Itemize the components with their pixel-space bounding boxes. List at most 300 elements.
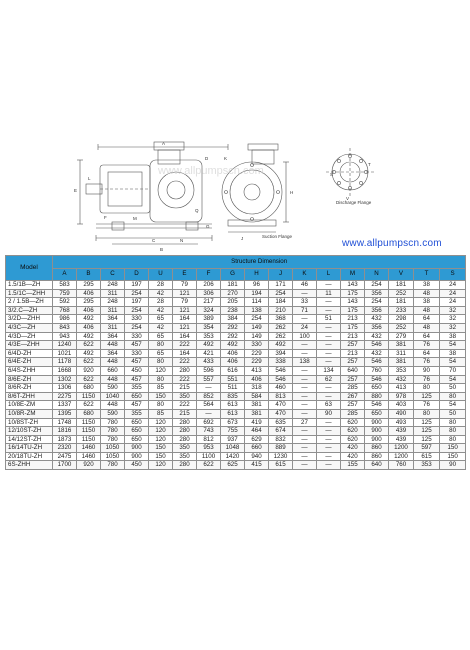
dimension-cell: 1395 (53, 409, 77, 418)
dimension-cell: 406 (221, 349, 245, 358)
dimension-cell: 32 (440, 306, 466, 315)
dimension-cell: 937 (221, 435, 245, 444)
dimension-cell: 1150 (77, 418, 101, 427)
dimension-cell: 368 (269, 315, 293, 324)
dimension-cell: 324 (197, 306, 221, 315)
dimension-cell: 125 (414, 435, 440, 444)
dimension-cell: 121 (173, 306, 197, 315)
dimension-cell: 318 (245, 384, 269, 393)
dimension-cell: 406 (77, 323, 101, 332)
dimension-cell: 280 (173, 418, 197, 427)
dimension-cell: 50 (440, 409, 466, 418)
dimension-cell: 650 (125, 418, 149, 427)
dimension-cell: — (317, 384, 341, 393)
column-header-e: E (173, 268, 197, 281)
dimension-cell: 432 (365, 349, 389, 358)
dimension-cell: 80 (149, 358, 173, 367)
dimension-cell: 70 (440, 366, 466, 375)
dimension-cell: 206 (197, 281, 221, 290)
dimension-cell: 85 (149, 384, 173, 393)
dimension-cell: 692 (197, 418, 221, 427)
dimension-cell: 229 (245, 349, 269, 358)
dimension-cell: 38 (414, 281, 440, 290)
table-row (6, 289, 466, 298)
model-cell: 6/4S-ZHH (6, 366, 53, 375)
dimension-cell: 76 (414, 401, 440, 410)
dimension-cell: 63 (317, 401, 341, 410)
dimension-cell: — (293, 401, 317, 410)
dimension-cell: 1816 (53, 427, 77, 436)
model-cell: 2 / 1.5B—ZH (6, 298, 53, 307)
dimension-cell: 768 (53, 306, 77, 315)
dimension-cell: — (317, 281, 341, 290)
dimension-cell: 215 (173, 384, 197, 393)
dimension-cell: 356 (365, 306, 389, 315)
dimension-cell: 394 (269, 349, 293, 358)
dimension-cell: 457 (125, 341, 149, 350)
table-row (6, 418, 466, 427)
dimension-cell: — (293, 289, 317, 298)
dimension-cell: — (317, 323, 341, 332)
dimension-cell: 150 (149, 444, 173, 453)
dim-label-q: Q (195, 208, 199, 213)
dimension-cell: 295 (77, 281, 101, 290)
dimension-cell: 597 (414, 444, 440, 453)
dim-label-n: N (180, 238, 184, 243)
dimension-cell: 1460 (77, 444, 101, 453)
dimension-cell: 613 (221, 409, 245, 418)
dimension-cell: 267 (341, 392, 365, 401)
dimension-cell: 832 (269, 435, 293, 444)
dimension-cell: 650 (125, 427, 149, 436)
dimension-cell: 439 (389, 435, 414, 444)
dimension-cell: 1306 (53, 384, 77, 393)
dimension-cell: 85 (149, 409, 173, 418)
pump-dimension-drawing (0, 120, 470, 255)
dimension-cell: — (293, 341, 317, 350)
dimension-cell: 248 (101, 298, 125, 307)
dimension-cell: — (317, 358, 341, 367)
dimension-cell: — (293, 427, 317, 436)
dimension-cell: 65 (149, 349, 173, 358)
dimension-cell: 943 (53, 332, 77, 341)
dimension-cell: 330 (125, 332, 149, 341)
dimension-cell: 450 (125, 366, 149, 375)
table-row (6, 435, 466, 444)
dimension-cell: 464 (245, 427, 269, 436)
column-header-c: C (101, 268, 125, 281)
column-header-d: D (125, 268, 149, 281)
dimension-cell: 222 (173, 358, 197, 367)
dimension-cell: 76 (414, 375, 440, 384)
dimension-cell: 120 (149, 427, 173, 436)
column-header-m: M (341, 268, 365, 281)
dimension-cell: 149 (245, 332, 269, 341)
dimension-cell: 353 (197, 332, 221, 341)
dimension-cell: 546 (365, 341, 389, 350)
dimension-cell: 222 (173, 341, 197, 350)
dimension-cell: 650 (365, 409, 389, 418)
dimension-cell: 880 (365, 392, 389, 401)
dimension-cell: — (293, 435, 317, 444)
dimension-cell: 546 (365, 375, 389, 384)
dimension-cell: 213 (341, 349, 365, 358)
dimension-cell: 381 (245, 401, 269, 410)
dimension-cell: 222 (173, 375, 197, 384)
dim-label-j: J (241, 236, 244, 241)
dimension-cell: 812 (197, 435, 221, 444)
dimension-cell: 80 (440, 392, 466, 401)
dimension-cell: 596 (197, 366, 221, 375)
dimension-cell: 546 (269, 375, 293, 384)
dimension-cell: 120 (149, 366, 173, 375)
dimension-cell: 350 (173, 452, 197, 461)
dimension-cell: 280 (173, 366, 197, 375)
table-row (6, 298, 466, 307)
dimension-cell: 432 (365, 332, 389, 341)
dimension-cell: 2475 (53, 452, 77, 461)
dimension-cell: 181 (389, 281, 414, 290)
dimension-cell: 511 (221, 384, 245, 393)
dimension-cell: 439 (389, 427, 414, 436)
dimension-cell: 2275 (53, 392, 77, 401)
dimension-cell: 79 (173, 281, 197, 290)
dimension-cell: 470 (269, 401, 293, 410)
dimension-cell: 900 (365, 427, 389, 436)
dimension-cell: 470 (269, 409, 293, 418)
dimension-cell: 143 (341, 298, 365, 307)
dimension-cell: 76 (414, 358, 440, 367)
column-header-v: V (389, 268, 414, 281)
dimension-cell: 80 (440, 418, 466, 427)
dimension-cell: 181 (389, 298, 414, 307)
dimension-cell: 257 (341, 358, 365, 367)
dimension-cell: 1200 (389, 452, 414, 461)
dimension-cell: 80 (149, 401, 173, 410)
dimension-cell: 900 (365, 418, 389, 427)
dimension-cell: 622 (77, 358, 101, 367)
column-header-j: J (269, 268, 293, 281)
dimension-cell: 1150 (77, 435, 101, 444)
dimension-cell: 356 (365, 289, 389, 298)
dimension-cell: 350 (173, 392, 197, 401)
dimension-cell: — (317, 298, 341, 307)
dimension-cell: 150 (149, 392, 173, 401)
dimension-cell: 406 (77, 306, 101, 315)
column-header-g: G (221, 268, 245, 281)
dimension-cell: 164 (173, 332, 197, 341)
model-cell: 12/10ST-ZH (6, 427, 53, 436)
dimension-cell: 238 (221, 306, 245, 315)
dimension-cell: 356 (365, 323, 389, 332)
dimension-cell: 80 (440, 435, 466, 444)
dimension-cell: 254 (125, 323, 149, 332)
dimension-cell: 420 (341, 444, 365, 453)
dimension-cell: 80 (414, 384, 440, 393)
dim-label-d: D (205, 156, 209, 161)
discharge-flange-view (326, 148, 374, 196)
dimension-cell: 11 (317, 289, 341, 298)
site-url-link[interactable]: www.allpumpscn.com (342, 238, 442, 249)
dimension-cell: 493 (389, 418, 414, 427)
model-cell: 10/8ST-ZH (6, 418, 53, 427)
dimension-cell: 80 (440, 427, 466, 436)
dimension-cell: 660 (101, 366, 125, 375)
dimension-cell: 54 (440, 341, 466, 350)
drawing-watermark: www.allpumpscn.com (158, 165, 264, 177)
dimension-cell: 27 (293, 418, 317, 427)
dimension-cell: 350 (173, 444, 197, 453)
dimension-cell: 889 (269, 444, 293, 453)
dimension-cell: 233 (389, 306, 414, 315)
dimension-cell: 38 (440, 349, 466, 358)
dimension-cell: 583 (53, 281, 77, 290)
dimension-cell: 1100 (197, 452, 221, 461)
dimension-cell: 650 (125, 392, 149, 401)
dimension-cell: 197 (125, 281, 149, 290)
column-header-f: F (197, 268, 221, 281)
dimension-cell: 986 (53, 315, 77, 324)
structure-dimension-table (5, 255, 466, 470)
dimension-cell: 65 (149, 332, 173, 341)
dimension-cell: 353 (389, 366, 414, 375)
dimension-cell: 76 (414, 341, 440, 350)
dimension-cell: 457 (125, 401, 149, 410)
dimension-cell: — (317, 392, 341, 401)
dimension-cell: 280 (173, 461, 197, 470)
dimension-cell: 254 (245, 315, 269, 324)
dimension-cell: — (293, 452, 317, 461)
dimension-cell: 650 (365, 384, 389, 393)
column-header-row (6, 268, 466, 281)
dimension-cell: 760 (389, 461, 414, 470)
model-cell: 1.5/1B—ZH (6, 281, 53, 290)
dimension-cell: 90 (317, 409, 341, 418)
dimension-cell: 420 (341, 452, 365, 461)
dimension-cell: 860 (365, 452, 389, 461)
dimension-cell: 280 (173, 435, 197, 444)
dimension-cell: 292 (221, 323, 245, 332)
column-header-l: L (317, 268, 341, 281)
dimension-cell: 1050 (101, 444, 125, 453)
dimension-cell: 760 (365, 366, 389, 375)
dimension-cell: 415 (245, 461, 269, 470)
dimension-cell: 743 (197, 427, 221, 436)
dimension-cell: 175 (341, 323, 365, 332)
dimension-cell: 90 (440, 461, 466, 470)
dimension-cell: 813 (269, 392, 293, 401)
dimension-cell: 389 (197, 315, 221, 324)
dimension-cell: 120 (149, 461, 173, 470)
dimension-cell: 205 (221, 298, 245, 307)
dimension-cell: 835 (221, 392, 245, 401)
dimension-cell: 38 (414, 298, 440, 307)
dimension-cell: 270 (221, 289, 245, 298)
dimension-cell: 615 (414, 452, 440, 461)
dimension-cell: 364 (101, 332, 125, 341)
dimension-cell: 759 (53, 289, 77, 298)
dimension-cell: 24 (293, 323, 317, 332)
dimension-cell: 660 (245, 444, 269, 453)
dimension-cell: 978 (389, 392, 414, 401)
dimension-cell: 64 (414, 332, 440, 341)
dimension-cell: 1048 (221, 444, 245, 453)
dimension-cell: 257 (341, 375, 365, 384)
dimension-cell: 640 (365, 461, 389, 470)
dimension-cell: 622 (77, 401, 101, 410)
model-cell: 4/3C—ZH (6, 323, 53, 332)
dimension-cell: 171 (269, 281, 293, 290)
dimension-cell: 590 (101, 409, 125, 418)
dimension-cell: 330 (125, 349, 149, 358)
dimension-cell: 143 (341, 281, 365, 290)
dimension-cell: 164 (173, 315, 197, 324)
dimension-cell: 629 (245, 435, 269, 444)
dimension-cell: 2320 (53, 444, 77, 453)
dimension-cell: 406 (221, 358, 245, 367)
dimension-cell: — (317, 427, 341, 436)
suction-flange-label: Suction Flange (262, 234, 293, 239)
model-cell: 8/6T-ZHH (6, 392, 53, 401)
dim-label-a: A (162, 141, 166, 146)
dimension-cell: 28 (149, 281, 173, 290)
dimension-cell: 80 (149, 341, 173, 350)
dimension-cell: 62 (317, 375, 341, 384)
dimension-cell: 564 (197, 401, 221, 410)
dimension-cell: 1748 (53, 418, 77, 427)
column-header-k: K (293, 268, 317, 281)
dimension-cell: 622 (197, 461, 221, 470)
dimension-cell: 48 (414, 306, 440, 315)
dimension-cell: 65 (149, 315, 173, 324)
dimension-cell: 492 (77, 332, 101, 341)
dim-label-f: F (104, 215, 107, 220)
model-header: Model (6, 256, 53, 281)
column-header-t: T (414, 268, 440, 281)
dimension-cell: 32 (440, 323, 466, 332)
dimension-cell: — (197, 384, 221, 393)
dimension-cell: 210 (269, 306, 293, 315)
dimension-cell: 50 (440, 384, 466, 393)
model-cell: 14/12ST-ZH (6, 435, 53, 444)
dimension-cell: 175 (341, 306, 365, 315)
dimension-cell: 295 (77, 298, 101, 307)
dimension-cell: 100 (293, 332, 317, 341)
table-row (6, 341, 466, 350)
dimension-cell: 780 (101, 461, 125, 470)
dimension-cell: 114 (245, 298, 269, 307)
dimension-cell: 755 (221, 427, 245, 436)
dimension-cell: 354 (197, 323, 221, 332)
dimension-cell: 680 (77, 409, 101, 418)
dimension-cell: 32 (440, 315, 466, 324)
dimension-cell: 674 (269, 427, 293, 436)
dimension-cell: 257 (341, 401, 365, 410)
dimension-cell: 150 (440, 452, 466, 461)
dimension-cell: 381 (389, 358, 414, 367)
dimension-cell: 406 (245, 375, 269, 384)
dimension-cell: 298 (389, 315, 414, 324)
table-row (6, 349, 466, 358)
dimension-cell: 622 (77, 375, 101, 384)
dimension-cell: — (317, 341, 341, 350)
dimension-cell: 355 (125, 409, 149, 418)
dimension-cell: 492 (77, 315, 101, 324)
dimension-cell: 330 (245, 341, 269, 350)
dimension-cell: 616 (221, 366, 245, 375)
dimension-cell: 194 (245, 289, 269, 298)
dimension-cell: — (293, 409, 317, 418)
dimension-cell: 79 (173, 298, 197, 307)
dimension-cell: 490 (389, 409, 414, 418)
dimension-cell: 673 (221, 418, 245, 427)
dimension-cell: 381 (245, 409, 269, 418)
dimension-cell: 432 (365, 315, 389, 324)
table-row (6, 358, 466, 367)
dimension-cell: 900 (125, 452, 149, 461)
dimension-cell: 96 (245, 281, 269, 290)
dimension-cell: 252 (389, 323, 414, 332)
dim-label-b: B (160, 247, 164, 252)
dim-label-g: G (206, 224, 210, 229)
dimension-cell: 622 (77, 341, 101, 350)
column-header-b: B (77, 268, 101, 281)
model-cell: 6/4E-ZH (6, 358, 53, 367)
table-row (6, 452, 466, 461)
dimension-cell: 222 (173, 401, 197, 410)
dim-label-e: E (74, 188, 78, 193)
dimension-cell: — (317, 349, 341, 358)
model-cell: 8/6R-ZH (6, 384, 53, 393)
dimension-cell: 184 (269, 298, 293, 307)
discharge-flange-label: Discharge Flange (336, 200, 372, 205)
dimension-cell: 406 (77, 289, 101, 298)
dimension-cell: 590 (101, 384, 125, 393)
table-row (6, 323, 466, 332)
dimension-cell: 213 (341, 315, 365, 324)
dimension-cell: — (293, 444, 317, 453)
dimension-cell: — (317, 461, 341, 470)
dimension-cell: 262 (269, 323, 293, 332)
dimension-cell: 197 (125, 298, 149, 307)
dimension-cell: 650 (125, 435, 149, 444)
table-row (6, 392, 466, 401)
dimension-cell: 125 (414, 427, 440, 436)
dimension-cell: 138 (245, 306, 269, 315)
dimension-cell: 460 (269, 384, 293, 393)
dimension-cell: 138 (293, 358, 317, 367)
dimension-cell: — (293, 461, 317, 470)
dimension-cell: 125 (414, 418, 440, 427)
table-row (6, 281, 466, 290)
dimension-cell: 311 (101, 289, 125, 298)
dimension-cell: 940 (245, 452, 269, 461)
dimension-cell: 121 (173, 289, 197, 298)
dimension-cell: 80 (149, 375, 173, 384)
dimension-cell: 852 (197, 392, 221, 401)
dimension-cell: 403 (389, 401, 414, 410)
dimension-cell: 413 (245, 366, 269, 375)
dimension-cell: 215 (173, 409, 197, 418)
dimension-cell: 620 (341, 418, 365, 427)
dimension-cell: 780 (101, 418, 125, 427)
dimension-cell: 384 (221, 315, 245, 324)
dimension-cell: 254 (125, 306, 149, 315)
dimension-cell: 1050 (101, 452, 125, 461)
dimension-cell: 457 (125, 375, 149, 384)
dimension-cell: 150 (149, 452, 173, 461)
dimension-cell: 257 (341, 341, 365, 350)
